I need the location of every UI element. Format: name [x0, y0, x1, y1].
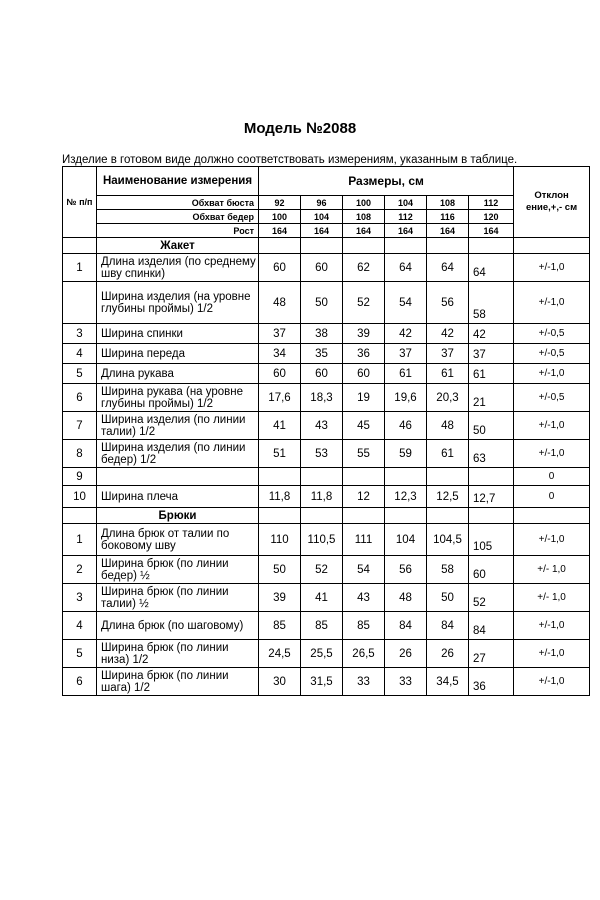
row-number: 7 [63, 412, 97, 440]
table-row [63, 584, 590, 612]
measurement-name: Ширина брюк (по линии низа) 1/2 [97, 640, 259, 668]
size-value-cell: 60 [259, 254, 301, 282]
tolerance-cell: +/-1,0 [514, 254, 590, 282]
size-value-cell: 12,7 [469, 486, 514, 508]
size-value-cell [259, 468, 301, 486]
size-value-cell: 37 [259, 324, 301, 344]
size-value-cell: 51 [259, 440, 301, 468]
row-number: 4 [63, 344, 97, 364]
size-value-cell: 64 [469, 254, 514, 282]
empty-cell [427, 238, 469, 254]
measurement-name: Длина рукава [97, 364, 259, 384]
measurements-table [62, 166, 590, 696]
table-row [63, 384, 590, 412]
measurement-name: Ширина плеча [97, 486, 259, 508]
size-value-cell: 84 [469, 612, 514, 640]
tolerance-cell: +/-1,0 [514, 524, 590, 556]
row-number: 1 [63, 524, 97, 556]
size-value-cell: 17,6 [259, 384, 301, 412]
measurement-name: Ширина переда [97, 344, 259, 364]
tolerance-cell: 0 [514, 468, 590, 486]
empty-cell [469, 238, 514, 254]
section-num-cell [63, 238, 97, 254]
size-value-cell: 63 [469, 440, 514, 468]
size-value-cell: 54 [343, 556, 385, 584]
table-row [63, 486, 590, 508]
section-title: Брюки [97, 508, 259, 524]
size-value-cell: 12,3 [385, 486, 427, 508]
empty-cell [343, 508, 385, 524]
row-number: 4 [63, 612, 97, 640]
size-value-cell: 52 [301, 556, 343, 584]
section-title: Жакет [97, 238, 259, 254]
tolerance-cell: +/- 1,0 [514, 584, 590, 612]
size-value-cell: 85 [259, 612, 301, 640]
size-value-cell: 12,5 [427, 486, 469, 508]
param-row-height: Рост 164 164 164 164 164 164 [63, 224, 590, 238]
size-value-cell: 54 [385, 282, 427, 324]
section-row [63, 508, 590, 524]
size-value-cell: 21 [469, 384, 514, 412]
size-value-cell: 43 [301, 412, 343, 440]
num-column-header: № п/п [63, 167, 97, 238]
size-value-cell: 61 [385, 364, 427, 384]
size-value-cell: 11,8 [301, 486, 343, 508]
param-row-hips: Обхват бедер 100 104 108 112 116 120 [63, 210, 590, 224]
size-value-cell: 19,6 [385, 384, 427, 412]
size-value-cell: 33 [343, 668, 385, 696]
size-value-cell: 85 [343, 612, 385, 640]
empty-cell [385, 508, 427, 524]
size-value-cell: 50 [469, 412, 514, 440]
row-number: 8 [63, 440, 97, 468]
size-value-cell: 50 [427, 584, 469, 612]
row-number: 5 [63, 364, 97, 384]
table-row [63, 556, 590, 584]
tolerance-cell: +/-1,0 [514, 668, 590, 696]
size-value-cell: 50 [259, 556, 301, 584]
measurement-name: Ширина рукава (на уровне глубины проймы) 1/2 [97, 384, 259, 412]
size-value-cell: 41 [301, 584, 343, 612]
measurement-name: Длина брюк от талии по боковому шву [97, 524, 259, 556]
table-row [63, 440, 590, 468]
size-value-cell: 60 [343, 364, 385, 384]
tolerance-cell: +/-1,0 [514, 412, 590, 440]
table-row [63, 668, 590, 696]
size-value-cell: 61 [427, 364, 469, 384]
table-row [63, 612, 590, 640]
row-number: 6 [63, 668, 97, 696]
row-number: 1 [63, 254, 97, 282]
size-value-cell: 33 [385, 668, 427, 696]
size-value-cell: 60 [469, 556, 514, 584]
table-row [63, 344, 590, 364]
size-value-cell: 39 [259, 584, 301, 612]
size-value-cell: 37 [385, 344, 427, 364]
size-value-cell: 111 [343, 524, 385, 556]
row-number: 3 [63, 584, 97, 612]
table-row [63, 364, 590, 384]
tolerance-cell: +/-1,0 [514, 364, 590, 384]
size-value-cell: 53 [301, 440, 343, 468]
size-value-cell: 18,3 [301, 384, 343, 412]
row-number: 6 [63, 384, 97, 412]
size-value-cell: 52 [343, 282, 385, 324]
size-value-cell: 58 [427, 556, 469, 584]
size-value-cell [343, 468, 385, 486]
measurement-name: Ширина спинки [97, 324, 259, 344]
size-value-cell: 43 [343, 584, 385, 612]
size-value-cell: 12 [343, 486, 385, 508]
size-value-cell: 58 [469, 282, 514, 324]
empty-cell [469, 508, 514, 524]
tolerance-cell: +/-1,0 [514, 612, 590, 640]
size-value-cell: 27 [469, 640, 514, 668]
name-column-header: Наименование измерения [97, 167, 259, 196]
size-value-cell [385, 468, 427, 486]
size-value-cell: 48 [385, 584, 427, 612]
size-value-cell: 41 [259, 412, 301, 440]
table-row [63, 640, 590, 668]
size-value-cell: 35 [301, 344, 343, 364]
size-value-cell: 64 [427, 254, 469, 282]
size-value-cell: 36 [343, 344, 385, 364]
size-value-cell: 39 [343, 324, 385, 344]
size-value-cell: 50 [301, 282, 343, 324]
row-number: 10 [63, 486, 97, 508]
tolerance-cell: 0 [514, 486, 590, 508]
measurement-name: Ширина изделия (по линии бедер) 1/2 [97, 440, 259, 468]
size-value-cell: 60 [301, 364, 343, 384]
size-value-cell: 60 [301, 254, 343, 282]
size-value-cell: 48 [427, 412, 469, 440]
page-title: Модель №2088 [243, 120, 357, 137]
size-value-cell: 42 [385, 324, 427, 344]
tolerance-cell: +/-1,0 [514, 640, 590, 668]
size-value-cell: 34,5 [427, 668, 469, 696]
tolerance-cell: +/- 1,0 [514, 556, 590, 584]
empty-cell [259, 238, 301, 254]
table-row [63, 254, 590, 282]
size-value-cell: 45 [343, 412, 385, 440]
size-value-cell: 20,3 [427, 384, 469, 412]
size-value-cell: 25,5 [301, 640, 343, 668]
size-value-cell: 37 [427, 344, 469, 364]
size-value-cell: 59 [385, 440, 427, 468]
measurement-name: Ширина брюк (по линии талии) ½ [97, 584, 259, 612]
section-num-cell [63, 508, 97, 524]
empty-cell [385, 238, 427, 254]
size-value-cell: 34 [259, 344, 301, 364]
tolerance-cell: +/-0,5 [514, 344, 590, 364]
row-number: 3 [63, 324, 97, 344]
size-value-cell: 84 [427, 612, 469, 640]
size-value-cell [427, 468, 469, 486]
size-value-cell: 52 [469, 584, 514, 612]
size-value-cell: 11,8 [259, 486, 301, 508]
size-value-cell: 30 [259, 668, 301, 696]
size-value-cell: 38 [301, 324, 343, 344]
row-number: 9 [63, 468, 97, 486]
size-value-cell: 46 [385, 412, 427, 440]
measurement-name: Ширина изделия (на уровне глубины проймы) 1/2 [97, 282, 259, 324]
size-value-cell: 61 [427, 440, 469, 468]
tolerance-cell: +/-0,5 [514, 324, 590, 344]
size-value-cell: 105 [469, 524, 514, 556]
size-value-cell: 31,5 [301, 668, 343, 696]
tolerance-cell: +/-1,0 [514, 282, 590, 324]
measurement-name [97, 468, 259, 486]
param-row-bust: Обхват бюста 92 96 100 104 108 112 [63, 196, 590, 210]
size-value-cell: 26,5 [343, 640, 385, 668]
empty-cell [514, 238, 590, 254]
tolerance-column-header: Отклон ение,+,- см [514, 167, 590, 238]
tolerance-cell: +/-0,5 [514, 384, 590, 412]
table-row [63, 412, 590, 440]
size-value-cell: 48 [259, 282, 301, 324]
size-value-cell: 24,5 [259, 640, 301, 668]
row-number: 5 [63, 640, 97, 668]
empty-cell [301, 508, 343, 524]
size-value-cell: 104,5 [427, 524, 469, 556]
size-value-cell: 55 [343, 440, 385, 468]
size-value-cell: 61 [469, 364, 514, 384]
table-row [63, 468, 590, 486]
measurement-name: Ширина брюк (по линии шага) 1/2 [97, 668, 259, 696]
size-value-cell: 64 [385, 254, 427, 282]
empty-cell [343, 238, 385, 254]
size-value-cell: 37 [469, 344, 514, 364]
size-value-cell: 60 [259, 364, 301, 384]
size-value-cell: 26 [427, 640, 469, 668]
size-value-cell: 56 [427, 282, 469, 324]
size-value-cell: 104 [385, 524, 427, 556]
measurement-name: Длина брюк (по шаговому) [97, 612, 259, 640]
size-value-cell: 42 [427, 324, 469, 344]
sizes-column-header: Размеры, см [259, 167, 514, 196]
size-value-cell: 84 [385, 612, 427, 640]
measurement-name: Ширина брюк (по линии бедер) ½ [97, 556, 259, 584]
measurement-name: Длина изделия (по среднему шву спинки) [97, 254, 259, 282]
row-number: 2 [63, 556, 97, 584]
measurement-name: Ширина изделия (по линии талии) 1/2 [97, 412, 259, 440]
size-value-cell: 56 [385, 556, 427, 584]
table-row [63, 282, 590, 324]
size-value-cell: 19 [343, 384, 385, 412]
empty-cell [514, 508, 590, 524]
tolerance-cell: +/-1,0 [514, 440, 590, 468]
empty-cell [427, 508, 469, 524]
table-caption: Изделие в готовом виде должно соответствовать измерениям, указанным в таблице. [62, 154, 518, 166]
size-value-cell: 110,5 [301, 524, 343, 556]
empty-cell [301, 238, 343, 254]
table-row [63, 324, 590, 344]
size-value-cell [469, 468, 514, 486]
table-row [63, 524, 590, 556]
row-number [63, 282, 97, 324]
size-value-cell: 110 [259, 524, 301, 556]
size-value-cell: 62 [343, 254, 385, 282]
size-value-cell: 85 [301, 612, 343, 640]
size-value-cell: 42 [469, 324, 514, 344]
size-value-cell: 36 [469, 668, 514, 696]
empty-cell [259, 508, 301, 524]
size-value-cell: 26 [385, 640, 427, 668]
section-row [63, 238, 590, 254]
size-value-cell [301, 468, 343, 486]
